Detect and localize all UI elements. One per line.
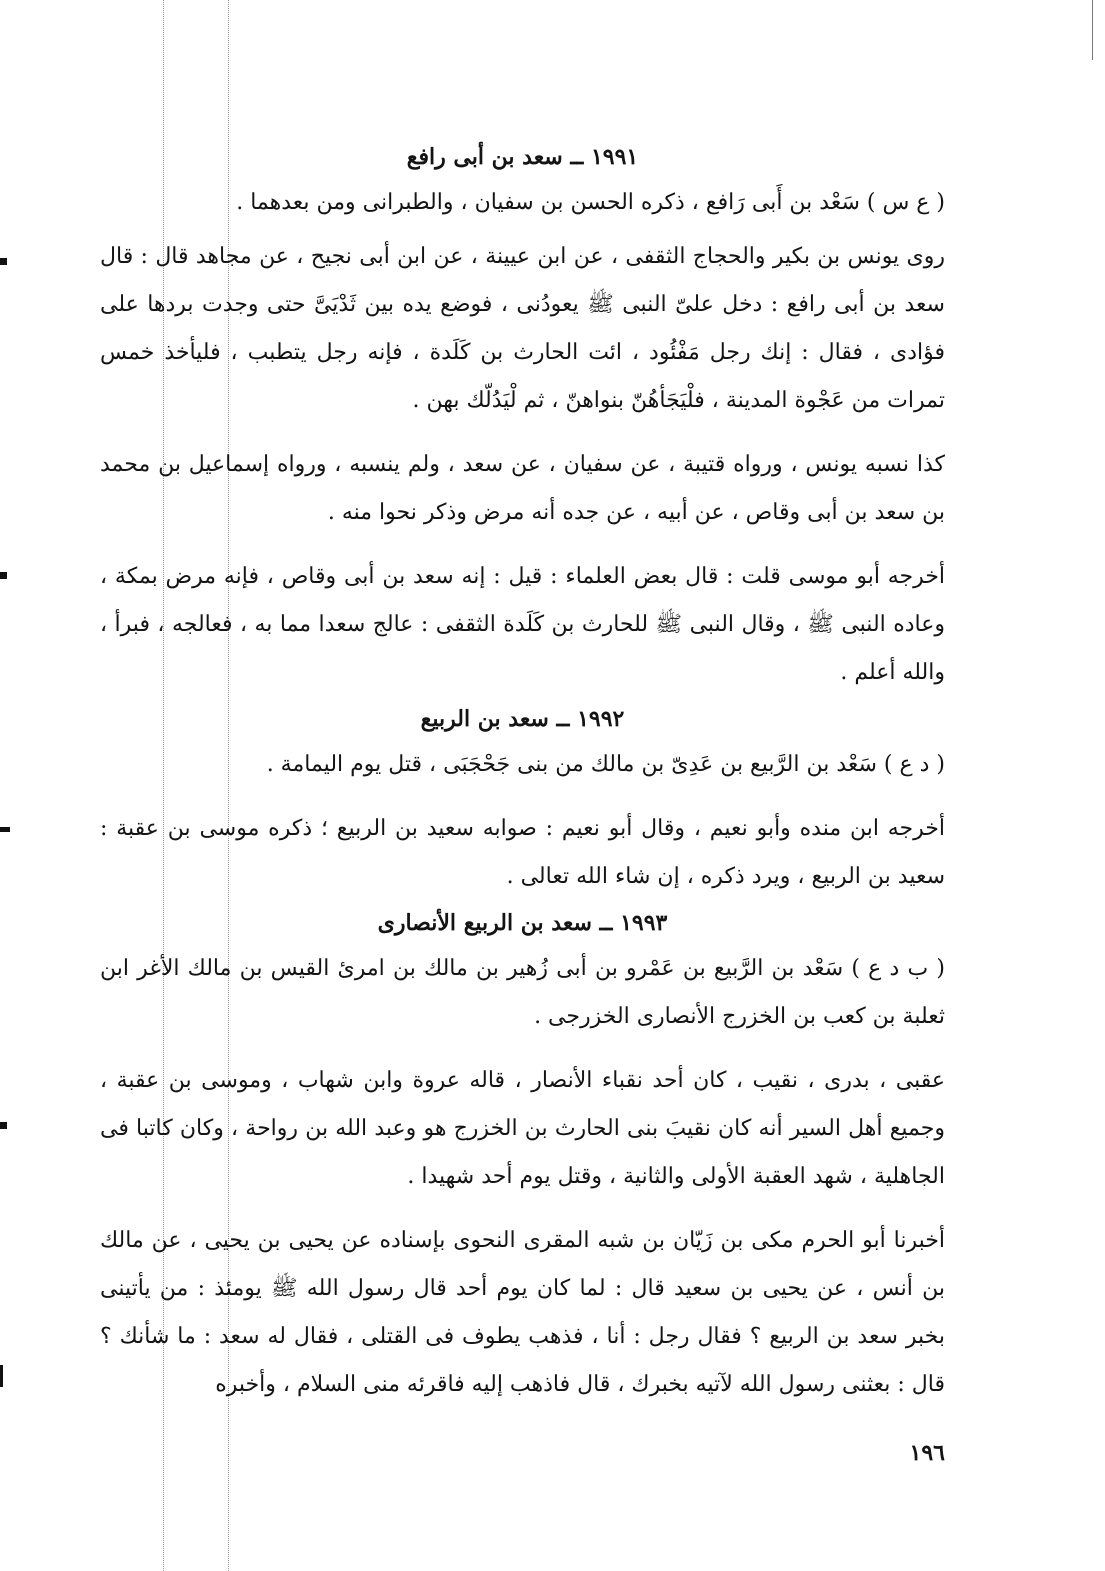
entry-paragraph: أخرجه ابن منده وأبو نعيم ، وقال أبو نعيم : صوابه سعيد بن الربيع ؛ ذكره موسى بن عقبة : سعيد بن الربيع ، ويرد ذكره ، إن شاء الله تعالى . xyxy=(100,816,945,889)
entry-heading: ١٩٩١ ــ سعد بن أبى رافع xyxy=(406,144,639,170)
entry-1992 xyxy=(100,697,945,901)
entry-intro: ( ع س ) سَعْد بن أَبى رَافع ، ذكره الحسن بن سفيان ، والطبرانى ومن بعدهما . xyxy=(236,190,945,215)
scan-margin-mark xyxy=(0,258,7,265)
page-number: ١٩٦ xyxy=(909,1440,945,1466)
entry-intro: ( د ع ) سَعْد بن الرَّبيع بن عَدِىّ بن مالك من بنى جَحْجَبَى ، قتل يوم اليمامة . xyxy=(266,752,945,777)
scan-margin-mark xyxy=(0,1122,7,1129)
entry-paragraph: روى يونس بن بكير والحجاج الثقفى ، عن ابن عيينة ، عن ابن أبى نجيح ، عن مجاهد قال : قال سعد بن أبى رافع : دخل علىّ النبى ﷺ يعودُنى ، فوضع يده بين ثَدْيَىَّ حتى وجدت بردها على فؤادى ، فقال : إنك رجل مَفْئُود ، ائت الحارث بن كَلَدة ، فإنه رجل يتطبب ، فليأخذ خمس تمرات من عَجْوة المدينة ، فلْيَجَأهُنّ بنواهنّ ، ثم لْيَدُلّك بهن . xyxy=(100,244,945,413)
scan-margin-mark xyxy=(0,827,10,832)
entry-1993 xyxy=(100,901,945,1409)
page-body xyxy=(100,135,945,1409)
entry-1991 xyxy=(100,135,945,697)
entry-paragraph: عقبى ، بدرى ، نقيب ، كان أحد نقباء الأنصار ، قاله عروة وابن شهاب ، وموسى بن عقبة ، وجميع أهل السير أنه كان نقيبَ بنى الحارث بن الخزرج هو وعبد الله بن رواحة ، وكان كاتبا فى الجاهلية ، شهد العقبة الأولى والثانية ، وقتل يوم أحد شهيدا . xyxy=(100,1068,945,1189)
entry-intro: ( ب د ع ) سَعْد بن الرَّبيع بن عَمْرو بن أبى زُهير بن مالك بن امرئ القيس بن مالك الأغر ابن ثعلبة بن كعب بن الخزرج الأنصارى الخزرجى . xyxy=(100,956,945,1029)
scan-margin-mark xyxy=(0,1365,3,1387)
entry-paragraph: أخبرنا أبو الحرم مكى بن زَيّان بن شبه المقرى النحوى بإسناده عن يحيى بن يحيى ، عن مالك بن أنس ، عن يحيى بن سعيد قال : لما كان يوم أحد قال رسول الله ﷺ يومئذ : من يأتينى بخبر سعد بن الربيع ؟ فقال رجل : أنا ، فذهب يطوف فى القتلى ، فقال له سعد : ما شأنك ؟ قال : بعثنى رسول الله لآتيه بخبرك ، قال فاذهب إليه فاقرئه منى السلام ، وأخبره xyxy=(100,1228,945,1397)
entry-paragraph: أخرجه أبو موسى قلت : قال بعض العلماء : قيل : إنه سعد بن أبى وقاص ، فإنه مرض بمكة ، وعاده النبى ﷺ ، وقال النبى ﷺ للحارث بن كَلَدة الثقفى : عالج سعدا مما به ، فعالجه ، فبرأ ، والله أعلم . xyxy=(100,564,945,685)
entry-paragraph: كذا نسبه يونس ، ورواه قتيبة ، عن سفيان ، عن سعد ، ولم ينسبه ، ورواه إسماعيل بن محمد بن سعد بن أبى وقاص ، عن أبيه ، عن جده أنه مرض وذكر نحوا منه . xyxy=(100,452,945,525)
scan-margin-mark xyxy=(0,572,7,579)
scan-edge-line xyxy=(1092,0,1093,60)
entry-heading: ١٩٩٣ ــ سعد بن الربيع الأنصارى xyxy=(377,910,668,936)
entry-heading: ١٩٩٢ ــ سعد بن الربيع xyxy=(420,706,625,732)
